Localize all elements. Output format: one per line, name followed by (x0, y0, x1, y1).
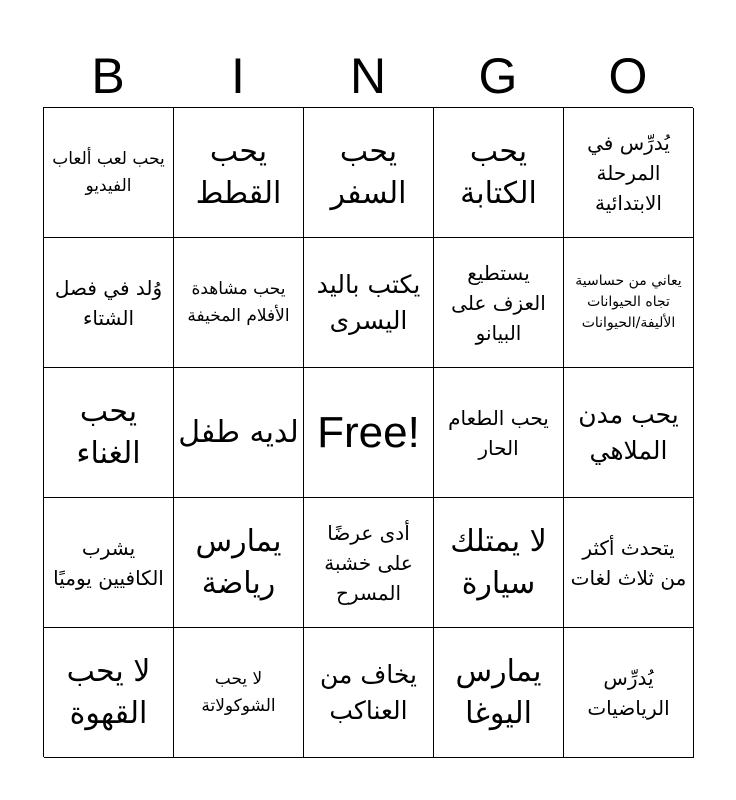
bingo-cell[interactable] (564, 238, 694, 368)
bingo-cell[interactable] (304, 238, 434, 368)
bingo-cell[interactable] (174, 498, 304, 628)
cell-text: لا يحب القهوة (66, 653, 151, 731)
bingo-cell[interactable] (304, 628, 434, 758)
cell-text: يمارس رياضة (195, 523, 282, 601)
bingo-cell[interactable] (434, 628, 564, 758)
header-letter-b: B (91, 48, 125, 104)
header-letter-i: I (231, 48, 245, 104)
bingo-cell[interactable] (174, 628, 304, 758)
cell-text: يُدرِّس في المرحلة الابتدائية (587, 130, 670, 215)
bingo-cell[interactable] (174, 108, 304, 238)
cell-text: يحب مدن الملاهي (578, 399, 679, 465)
cell-text: يحب الطعام الحار (448, 405, 549, 460)
cell-text: لا يحب الشوكولاتة (201, 668, 276, 716)
cell-text: يشرب الكافيين يوميًا (53, 535, 164, 590)
cell-text: يحب لعب ألعاب الفيديو (52, 148, 165, 196)
bingo-cell[interactable] (564, 628, 694, 758)
cell-text: أدى عرضًا على خشبة المسرح (324, 520, 413, 605)
cell-text: يستطيع العزف على البيانو (451, 260, 546, 345)
bingo-cell[interactable] (434, 108, 564, 238)
cell-text: يحب مشاهدة الأفلام المخيفة (187, 278, 290, 326)
free-space-text: Free! (317, 407, 420, 457)
bingo-board (43, 107, 693, 757)
bingo-cell[interactable] (174, 368, 304, 498)
cell-text: لديه طفل (178, 414, 299, 450)
bingo-cell[interactable] (304, 108, 434, 238)
cell-text: يُدرِّس الرياضيات (587, 665, 670, 720)
bingo-header (43, 44, 693, 108)
header-letter-g: G (478, 48, 518, 104)
bingo-cell[interactable] (564, 368, 694, 498)
cell-text: يعاني من حساسية تجاه الحيوانات الأليفة/الحيوانات (575, 273, 682, 331)
cell-text: يمارس اليوغا (455, 653, 542, 731)
cell-text: يحب السفر (330, 133, 407, 211)
free-space[interactable] (304, 368, 434, 498)
bingo-cell[interactable] (434, 238, 564, 368)
cell-text: يكتب باليد اليسرى (316, 269, 421, 335)
bingo-cell[interactable] (564, 108, 694, 238)
bingo-cell[interactable] (304, 498, 434, 628)
cell-text: وُلد في فصل الشتاء (54, 275, 163, 330)
bingo-cell[interactable] (44, 368, 174, 498)
bingo-cell[interactable] (44, 628, 174, 758)
bingo-cell[interactable] (564, 498, 694, 628)
header-letter-o: O (608, 48, 648, 104)
bingo-cell[interactable] (44, 108, 174, 238)
header-letter-n: N (349, 48, 387, 104)
bingo-cell[interactable] (174, 238, 304, 368)
cell-text: يحب الغناء (76, 393, 141, 471)
cell-text: يخاف من العناكب (320, 659, 417, 725)
cell-text: يتحدث أكثر من ثلاث لغات (570, 535, 687, 590)
cell-text: يحب القطط (195, 133, 282, 211)
cell-text: يحب الكتابة (460, 133, 537, 211)
bingo-cell[interactable] (434, 368, 564, 498)
cell-text: لا يمتلك سيارة (450, 523, 547, 601)
bingo-cell[interactable] (44, 238, 174, 368)
bingo-cell[interactable] (44, 498, 174, 628)
bingo-cell[interactable] (434, 498, 564, 628)
